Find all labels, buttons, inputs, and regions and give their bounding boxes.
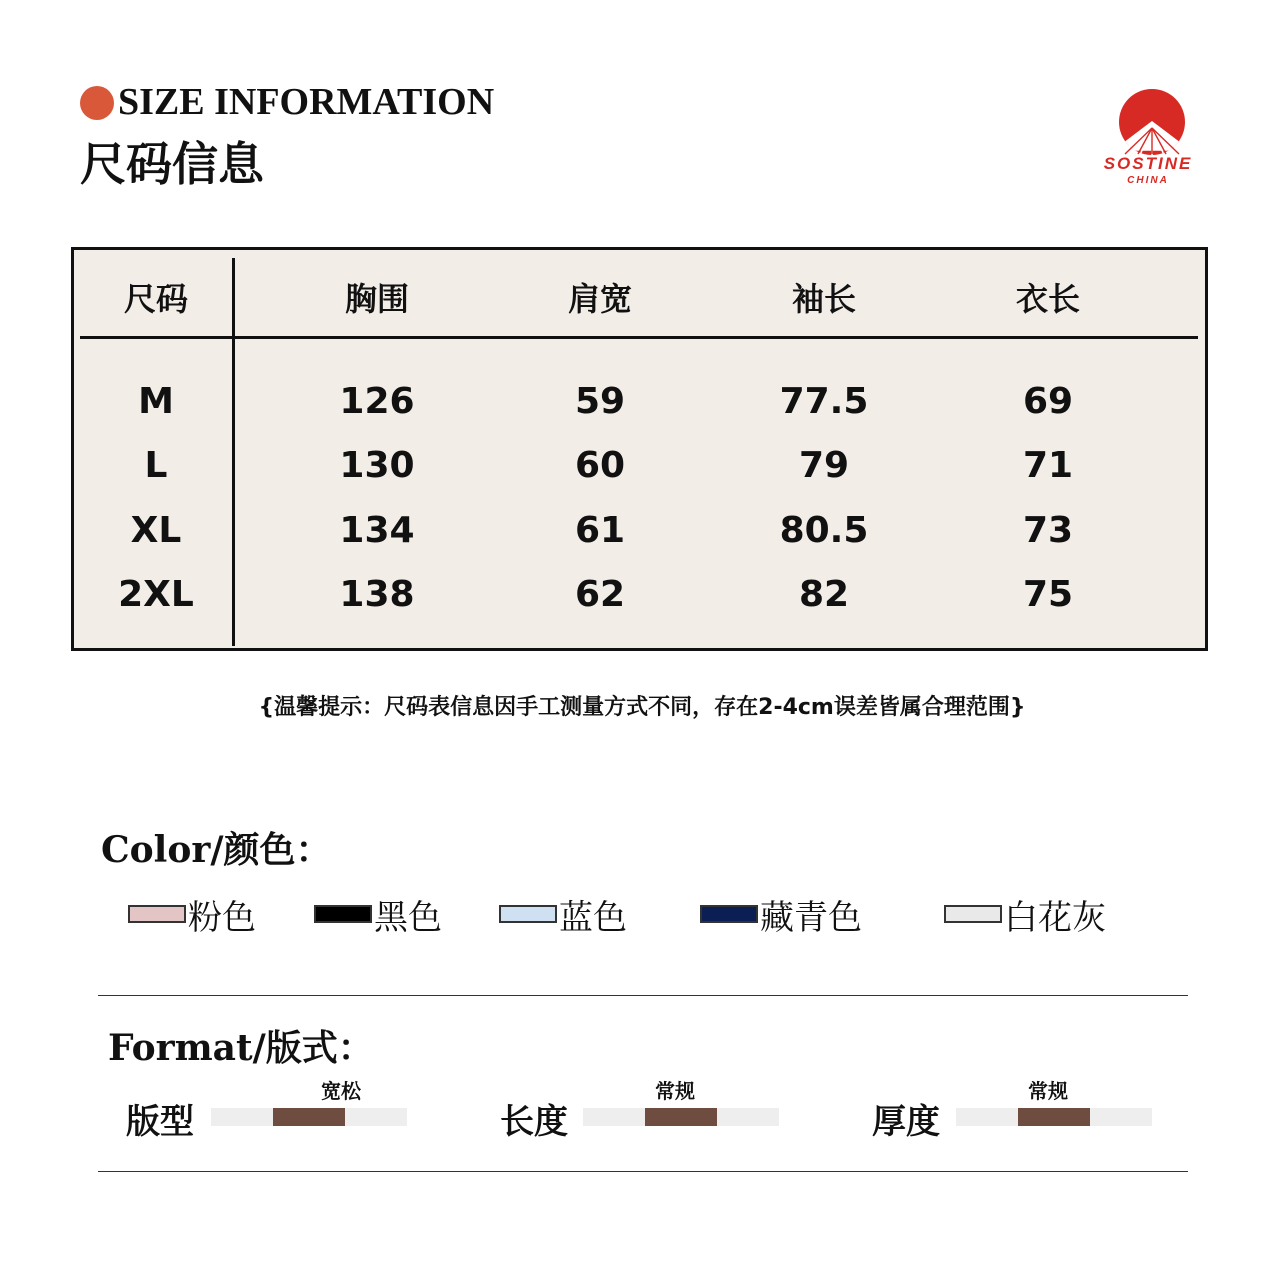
col-header-size: 尺码	[123, 280, 188, 318]
format-label-fit: 版型	[126, 1102, 194, 1142]
format-label-thickness: 厚度	[872, 1102, 940, 1142]
color-label: 白花灰	[1004, 897, 1106, 938]
color-swatch	[499, 905, 557, 923]
table-cell: 80.5	[779, 510, 869, 551]
brand-name: SOSTINE	[1103, 154, 1193, 173]
format-marker	[273, 1108, 345, 1126]
color-label: 黑色	[374, 897, 442, 938]
color-option-navy	[700, 892, 862, 936]
table-cell: 2XL	[118, 574, 194, 615]
table-cell: 59	[574, 381, 626, 422]
table-cell: 138	[339, 574, 415, 615]
table-cell: 71	[1022, 445, 1074, 486]
table-cell: L	[144, 445, 168, 486]
table-cell: M	[138, 381, 174, 422]
color-swatch	[314, 905, 372, 923]
col-header-shoulder: 肩宽	[567, 280, 632, 318]
table-cell: 62	[574, 574, 626, 615]
color-option-heather-gray	[944, 892, 1106, 936]
table-cell: 130	[339, 445, 415, 486]
col-header-length: 衣长	[1015, 280, 1080, 318]
col-header-chest: 胸围	[344, 280, 409, 318]
color-heading: Color/颜色：	[101, 829, 332, 871]
color-label: 藏青色	[760, 897, 862, 938]
title-dot-icon	[80, 86, 114, 120]
format-value-thickness: 常规	[1028, 1079, 1068, 1103]
table-cell: 79	[798, 445, 850, 486]
format-value-length: 常规	[655, 1079, 695, 1103]
table-cell: 134	[339, 510, 415, 551]
color-option-blue	[499, 892, 627, 936]
table-cell: 126	[339, 381, 415, 422]
format-heading: Format/版式：	[108, 1027, 374, 1069]
format-scale-thickness	[956, 1108, 1152, 1126]
format-marker	[645, 1108, 717, 1126]
table-divider-horizontal	[80, 336, 1198, 339]
size-table	[71, 247, 1208, 651]
color-swatch	[128, 905, 186, 923]
color-swatch	[700, 905, 758, 923]
format-value-fit: 宽松	[321, 1079, 361, 1103]
table-cell: 75	[1022, 574, 1074, 615]
title-chinese: 尺码信息	[80, 137, 264, 191]
format-scale-length	[583, 1108, 779, 1126]
table-cell: 60	[574, 445, 626, 486]
title-english: SIZE INFORMATION	[118, 81, 495, 123]
format-marker	[1018, 1108, 1090, 1126]
color-swatch	[944, 905, 1002, 923]
table-cell: XL	[130, 510, 182, 551]
color-option-pink	[128, 892, 256, 936]
color-label: 蓝色	[559, 897, 627, 938]
brand-subtitle: CHINA	[1127, 175, 1169, 186]
table-cell: 73	[1022, 510, 1074, 551]
table-cell: 77.5	[779, 381, 869, 422]
measurement-note: {温馨提示：尺码表信息因手工测量方式不同，存在2-4cm误差皆属合理范围}	[258, 695, 1026, 720]
table-cell: 69	[1022, 381, 1074, 422]
table-cell: 82	[798, 574, 850, 615]
color-option-black	[314, 892, 442, 936]
format-label-length: 长度	[500, 1102, 568, 1142]
col-header-sleeve: 袖长	[791, 280, 856, 318]
format-scale-fit	[211, 1108, 407, 1126]
table-cell: 61	[574, 510, 626, 551]
color-label: 粉色	[188, 897, 256, 938]
section-divider	[98, 1171, 1188, 1172]
section-divider	[98, 995, 1188, 996]
